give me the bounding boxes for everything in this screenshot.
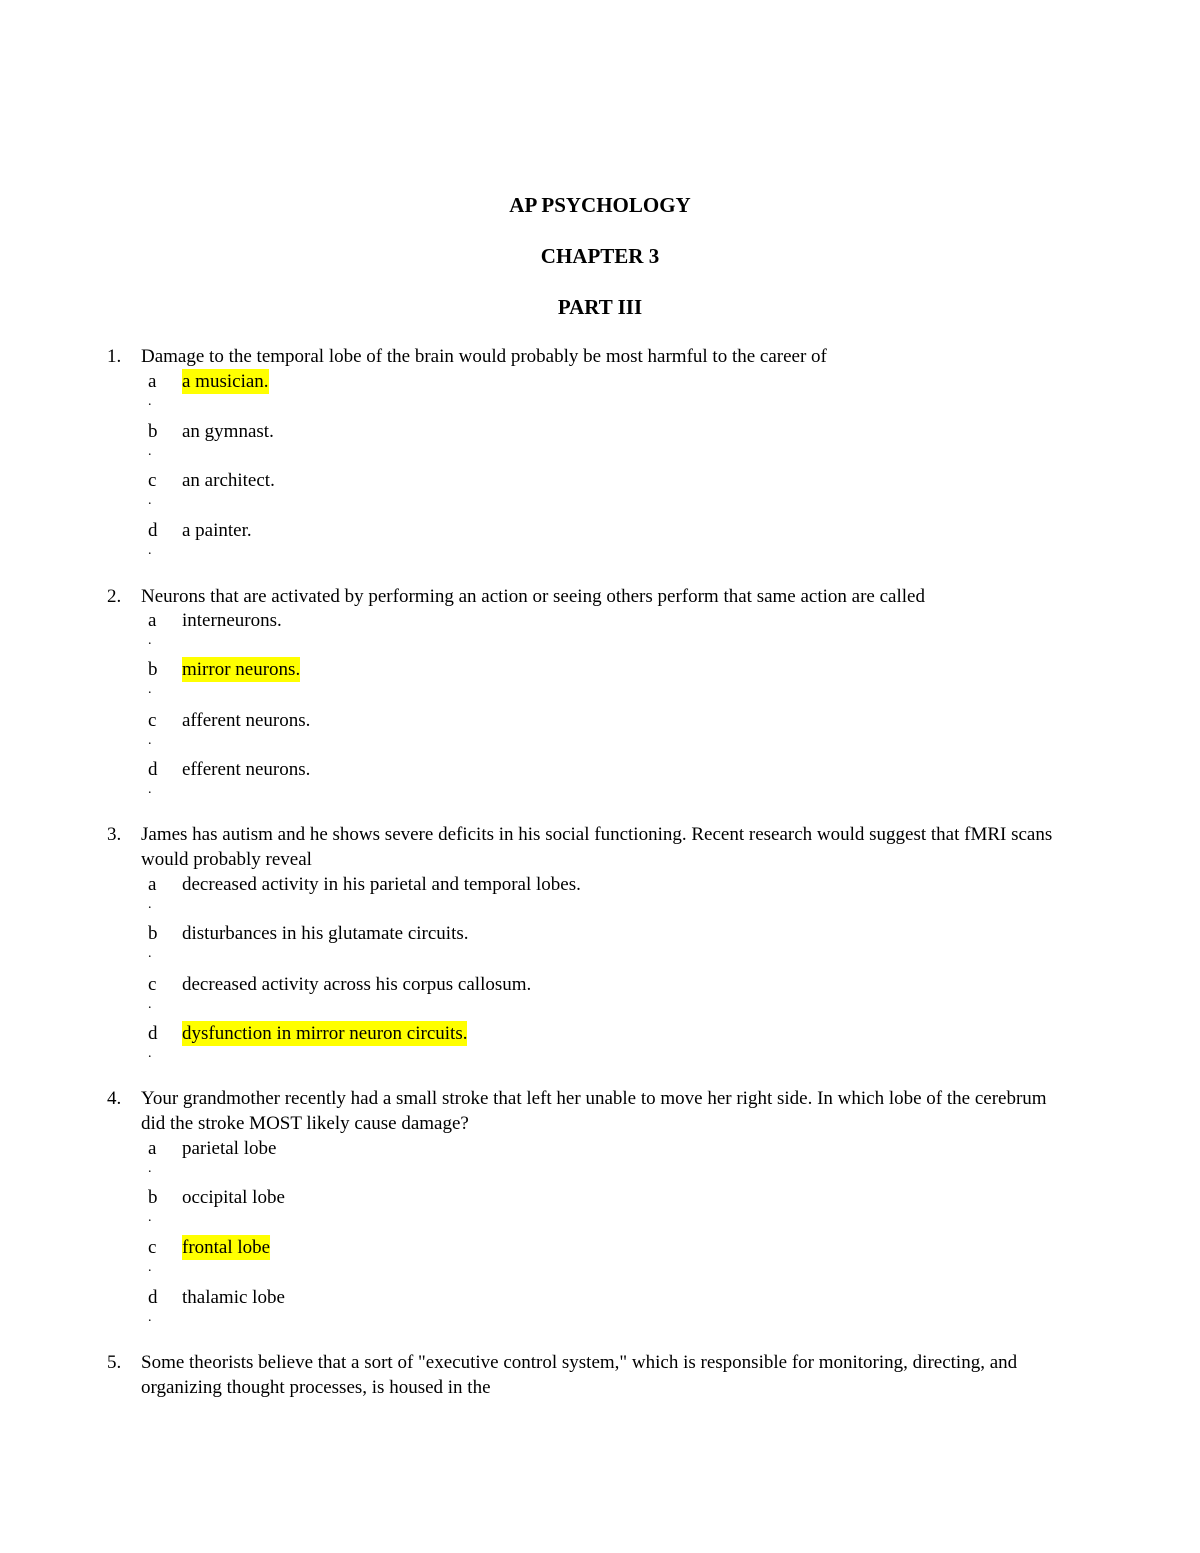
option-letter: a [148, 371, 157, 392]
option-dot: . [148, 633, 152, 648]
question-text: Neurons that are activated by performing an action or seeing others perform that same action are called [141, 586, 925, 607]
question-number: 2. [107, 586, 122, 607]
question-number: 5. [107, 1352, 122, 1373]
option-letter: c [148, 470, 157, 491]
option-dot: . [148, 733, 152, 748]
option-text-answer: frontal lobe [182, 1237, 271, 1258]
option-text: disturbances in his glutamate circuits. [182, 923, 469, 944]
option-dot: . [148, 1310, 152, 1325]
option-dot: . [148, 543, 152, 558]
option-text: thalamic lobe [182, 1287, 285, 1308]
option-dot: . [148, 1046, 152, 1061]
option-text: decreased activity across his corpus callosum. [182, 974, 532, 995]
option-dot: . [148, 493, 152, 508]
question-number: 3. [107, 824, 122, 845]
option-letter: d [148, 520, 158, 541]
part-heading: PART III [557, 295, 643, 319]
option-letter: d [148, 759, 158, 780]
option-letter: a [148, 1138, 157, 1159]
option-dot: . [148, 997, 152, 1012]
option-letter: d [148, 1287, 158, 1308]
option-letter: b [148, 421, 158, 442]
document-title: AP PSYCHOLOGY [509, 193, 691, 217]
question-text: Damage to the temporal lobe of the brain would probably be most harmful to the career of [141, 346, 827, 367]
option-letter: a [148, 610, 157, 631]
option-dot: . [148, 782, 152, 797]
question-number: 4. [107, 1088, 122, 1109]
option-text: efferent neurons. [182, 759, 311, 780]
option-text-answer: a musician. [182, 371, 269, 392]
option-text: an gymnast. [182, 421, 274, 442]
option-letter: b [148, 659, 158, 680]
option-dot: . [148, 1161, 152, 1176]
option-letter: c [148, 710, 157, 731]
option-letter: b [148, 1187, 158, 1208]
option-dot: . [148, 1210, 152, 1225]
option-dot: . [148, 897, 152, 912]
question-text: Some theorists believe that a sort of "executive control system," which is responsible for monitoring, directing, and organizing thought processes, is housed in the [141, 1352, 1018, 1398]
question-number: 1. [107, 346, 122, 367]
option-letter: b [148, 923, 158, 944]
chapter-heading: CHAPTER 3 [540, 244, 660, 268]
option-dot: . [148, 444, 152, 459]
option-text: occipital lobe [182, 1187, 285, 1208]
option-dot: . [148, 946, 152, 961]
option-text-answer: dysfunction in mirror neuron circuits. [182, 1023, 468, 1044]
option-text: a painter. [182, 520, 252, 541]
option-text: decreased activity in his parietal and temporal lobes. [182, 874, 581, 895]
option-text: an architect. [182, 470, 275, 491]
option-text: afferent neurons. [182, 710, 311, 731]
option-letter: c [148, 974, 157, 995]
option-dot: . [148, 394, 152, 409]
option-letter: a [148, 874, 157, 895]
option-text: parietal lobe [182, 1138, 277, 1159]
option-letter: d [148, 1023, 158, 1044]
option-text: interneurons. [182, 610, 282, 631]
option-letter: c [148, 1237, 157, 1258]
question-text: James has autism and he shows severe deficits in his social functioning. Recent research would suggest that fMRI scans would probably reveal [141, 824, 1053, 870]
option-text-answer: mirror neurons. [182, 659, 301, 680]
option-dot: . [148, 682, 152, 697]
option-dot: . [148, 1260, 152, 1275]
question-text: Your grandmother recently had a small stroke that left her unable to move her right side. In which lobe of the cerebrum did the stroke MOST likely cause damage? [141, 1088, 1047, 1134]
